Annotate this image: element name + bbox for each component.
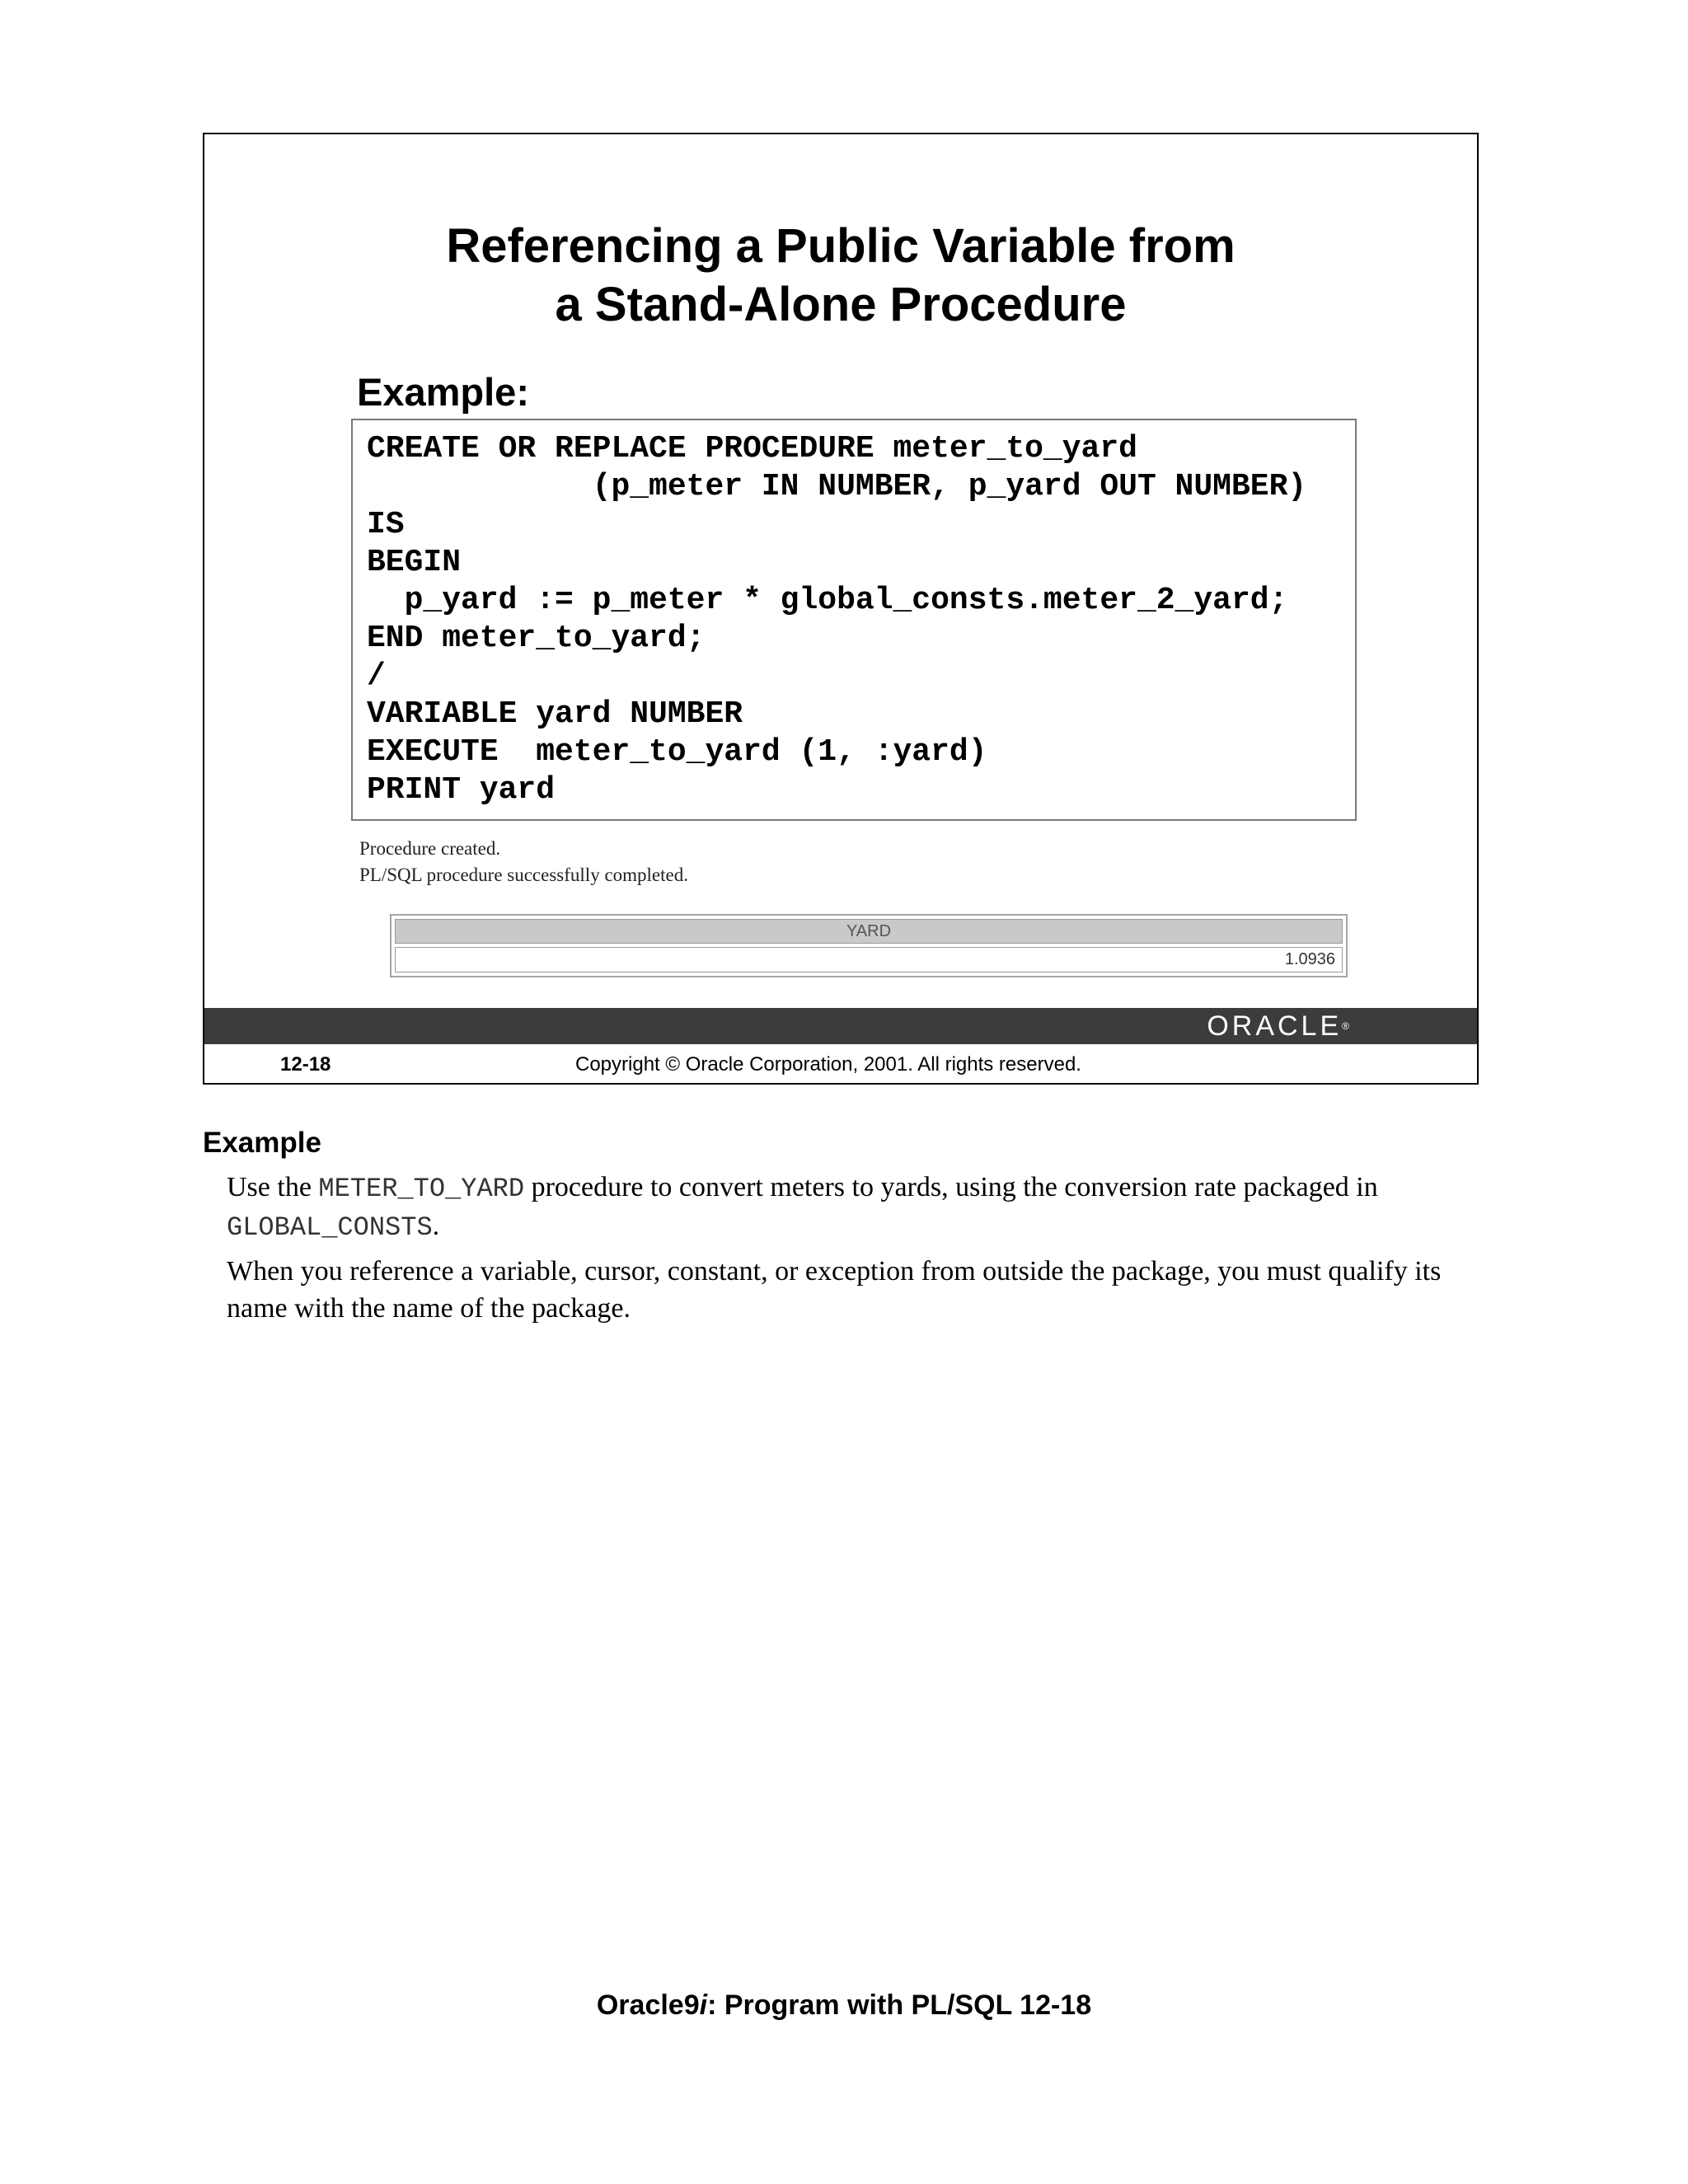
code-line: PRINT yard bbox=[367, 772, 556, 808]
footer-italic: i bbox=[699, 1990, 708, 2021]
code-line: p_yard := p_meter * global_consts.meter_2_yard; bbox=[367, 583, 1288, 618]
code-line: END meter_to_yard; bbox=[367, 621, 706, 656]
slide-title bbox=[204, 217, 1477, 334]
code-line: (p_meter IN NUMBER, p_yard OUT NUMBER) bbox=[367, 469, 1307, 504]
notes-heading: Example bbox=[203, 1127, 321, 1159]
example-heading: Example: bbox=[357, 370, 529, 414]
notes-text: Use the bbox=[227, 1172, 319, 1202]
slide-title-line-2: a Stand-Alone Procedure bbox=[555, 278, 1127, 331]
result-column-header: YARD bbox=[395, 919, 1343, 944]
code-line: IS bbox=[367, 507, 405, 542]
output-line-plsql-completed: PL/SQL procedure successfully completed. bbox=[359, 865, 688, 885]
code-identifier-meter-to-yard: METER_TO_YARD bbox=[318, 1174, 525, 1204]
slide-title-line-1: Referencing a Public Variable from bbox=[446, 219, 1236, 273]
result-table bbox=[390, 914, 1348, 977]
code-identifier-global-consts: GLOBAL_CONSTS bbox=[227, 1212, 433, 1243]
oracle-footer-bar bbox=[204, 1008, 1477, 1044]
notes-text: procedure to convert meters to yards, using the conversion rate packaged in bbox=[524, 1172, 1378, 1202]
oracle-logo-text: ORACLE bbox=[1207, 1010, 1343, 1042]
code-line: CREATE OR REPLACE PROCEDURE meter_to_yard bbox=[367, 431, 1137, 466]
result-cell-value: 1.0936 bbox=[395, 947, 1343, 972]
slide-frame bbox=[203, 133, 1479, 1085]
notes-paragraph-1 bbox=[227, 1169, 1504, 1246]
copyright-notice: Copyright © Oracle Corporation, 2001. All rights reserved. bbox=[575, 1053, 1081, 1076]
code-line: VARIABLE yard NUMBER bbox=[367, 696, 743, 732]
footer-prefix: Oracle9 bbox=[596, 1990, 700, 2021]
footer-suffix: : Program with PL/SQL 12-18 bbox=[707, 1990, 1092, 2021]
slide-number: 12-18 bbox=[280, 1053, 331, 1076]
oracle-logo bbox=[1207, 1011, 1349, 1041]
code-block bbox=[351, 419, 1357, 821]
code-line: EXECUTE meter_to_yard (1, :yard) bbox=[367, 734, 987, 770]
registered-mark: ® bbox=[1342, 1020, 1349, 1032]
code-line: / bbox=[367, 658, 386, 694]
code-line: BEGIN bbox=[367, 545, 462, 580]
output-line-procedure-created: Procedure created. bbox=[359, 838, 501, 859]
notes-paragraph-2: When you reference a variable, cursor, constant, or exception from outside the package, you must qualify its name with the name of the package. bbox=[227, 1256, 1442, 1324]
notes-text: . bbox=[432, 1211, 440, 1241]
page-footer bbox=[0, 1988, 1688, 2022]
